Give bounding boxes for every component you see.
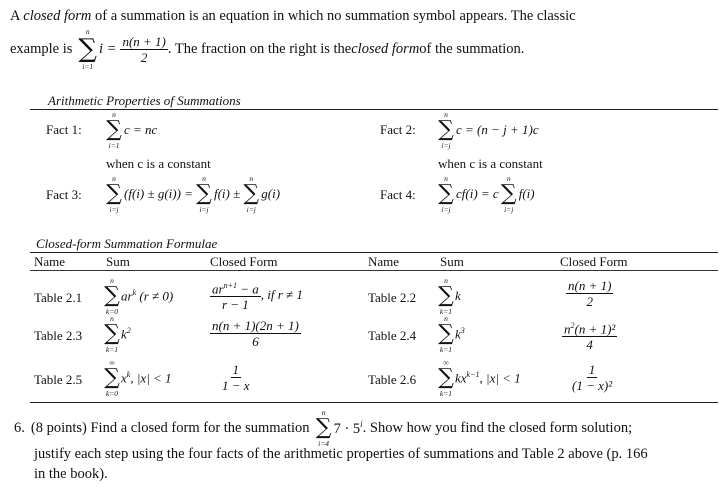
fact3-formula: n ∑ i=j (f(i) ± g(i)) = n ∑ i=j f(i) ± n ∑ i=j g(i) [106, 174, 281, 214]
table-row-closed: $\frac{n(n + 1)(2n + 1)}{6}$ [212, 318, 299, 349]
table-row-sum: n ∑ k=1 $k^2$ [104, 314, 131, 354]
table-row-name: Table 2.4 [368, 328, 417, 343]
table-row-closed: $\frac{ar^{n+1} - a}{r - 1}$ , if r ≠ 1 [210, 278, 303, 312]
fact1-label: Fact 1: [46, 122, 82, 137]
table-row-closed: $\frac{1}{1 - x}$ [222, 362, 250, 393]
header-closed-right: Closed Form [560, 254, 628, 269]
closed-rule-top [30, 252, 718, 253]
table-row-sum: ∞ ∑ k=0 $x^k$, |x| < 1 [104, 358, 172, 398]
sum-symbol: n ∑ i=1 [78, 27, 97, 71]
question-line-1: 6. (8 points) Find a closed form for the summation n ∑ i=4 $7 \cdot 5^i$ . Show how you find the closed form solution; [14, 408, 633, 448]
closed-rule-header [30, 270, 718, 271]
arith-heading: Arithmetic Properties of Summations [48, 93, 241, 108]
closed-rule-bottom [30, 402, 718, 403]
fact3-label: Fact 3: [46, 187, 82, 202]
table-row-sum: n ∑ k=0 $ar^k$ (r ≠ 0) [104, 276, 174, 316]
table-row-name: Table 2.5 [34, 372, 83, 387]
table-row-sum: ∞ ∑ k=1 $kx^{k-1}$, |x| < 1 [438, 358, 521, 398]
intro-line-2: example is n ∑ i=1 i = $\frac{n(n + 1)}{2}$ . The fraction on the right is the closed form of the summation. [10, 27, 525, 71]
fact2-note: when c is a constant [438, 156, 543, 171]
table-row-name: Table 2.3 [34, 328, 83, 343]
intro-fraction: $\frac{n(n + 1)}{2}$ [122, 33, 166, 65]
table-row-name: Table 2.1 [34, 290, 83, 305]
question-line-2: justify each step using the four facts of the arithmetic properties of summations and Table 2 above (p. 166 [34, 446, 648, 462]
fact4-formula: n ∑ i=j cf(i) = c n ∑ i=j f(i) [438, 174, 535, 214]
header-sum-right: Sum [440, 254, 464, 269]
fact1-formula: n ∑ i=1 c = nc [106, 110, 158, 150]
fact2-formula: n ∑ i=j c = (n − j + 1)c [438, 110, 539, 150]
table-row-closed: $\frac{n(n + 1)}{2}$ [568, 278, 612, 309]
question-line-3: in the book). [34, 466, 108, 482]
fact2-label: Fact 2: [380, 122, 416, 137]
fact1-note: when c is a constant [106, 156, 211, 171]
intro-line-1: A closed form of a summation is an equation in which no summation symbol appears. The classic [10, 8, 576, 24]
table-row-sum: n ∑ k=1 $k^3$ [438, 314, 465, 354]
table-row-name: Table 2.6 [368, 372, 417, 387]
table-row-closed: $\frac{n^2(n + 1)^2}{4}$ [562, 318, 617, 352]
fact4-label: Fact 4: [380, 187, 416, 202]
table-row-name: Table 2.2 [368, 290, 417, 305]
table-row-sum: n ∑ k=1 k [438, 276, 461, 316]
header-name-left: Name [34, 254, 66, 269]
header-name-right: Name [368, 254, 400, 269]
table-row-closed: $\frac{1}{\text{(1 − x)²}}$ [572, 362, 613, 393]
header-sum-left: Sum [106, 254, 130, 269]
closed-heading: Closed-form Summation Formulae [36, 236, 218, 251]
header-closed-left: Closed Form [210, 254, 278, 269]
